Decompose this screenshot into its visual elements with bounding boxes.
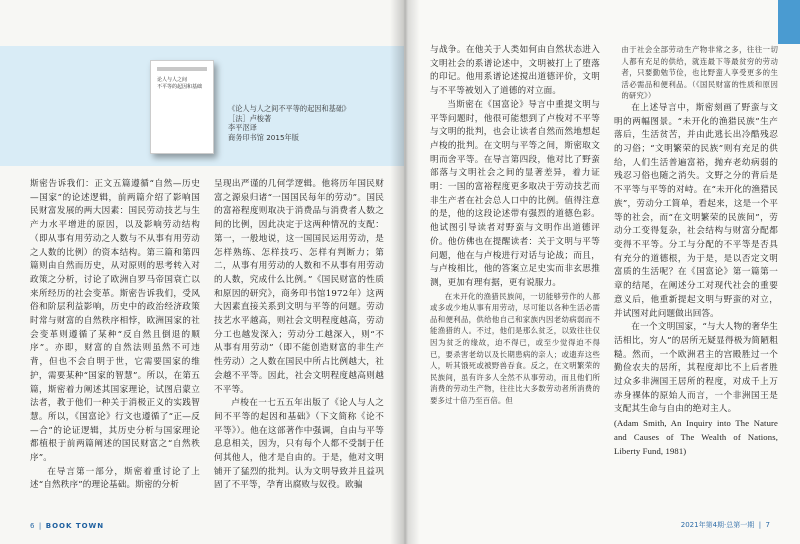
left-col1-paragraph: 斯密告诉我们：正文五篇遵循“自然—历史—国家”的论述逻辑，前两篇介绍了影响国民财富发展的两大因素：国民劳动技艺与生产力水平增进的原因，以及影响劳动结构（即从事有用劳动之人数与不从事有用劳动之人数的比例）的资本结构。第三篇和第四篇则由自然而历史，从对原则的思考转入对政策之分析，讨论了欧洲自罗马帝国衰亡以来所经历的社会变革。斯密告诉我们，受风俗和阶层利益影响，历史中的政治经济政策时常与财富的自然秩序相悖，欧洲国家的社会变革则遵循了某种“反自然且倒退的顺序”。亦即，财富的自然法则虽然不可违背，但也不会自明于世，它需要国家的维护，需要某种“国家的智慧”。所以，在第五篇，斯密着力阐述其国家理论，试图启蒙立法者，教于他们一种关于消极正义的实践智慧。所以，《国富论》行文也遵循了“正—反—合”的论证逻辑，其历史分析与国家理论都植根于前两篇阐述的国民财富之“自然秩序”。 (30, 179, 200, 464)
book-author: ［法］卢梭著 (228, 113, 272, 123)
book-cover-title-1: 论人与人之间 (157, 77, 188, 83)
book-title: 《论人与人之间不平等的起因和基础》 (228, 104, 351, 113)
right-col2-quote (614, 44, 778, 102)
book-translator: 李平沤译 (228, 123, 257, 132)
left-col2-paragraph: 呈现出严谨的几何学逻辑。他将历年国民财富之源泉归诸“一国国民每年的劳动”。国民的富裕程度则取决于消费品与消费者人数之间的比例，因此决定于这两种情况的支配：第一，一般地说，这一国国民运用劳动，是怎样熟练、怎样技巧、怎样有判断力；第二，从事有用劳动的人数和不从事有用劳动的人数，究成什么比例。”《国民财富的性质和原因的研究》，商务印书馆1972年）这两大因素直接关系到文明与平等的问题。劳动技艺水平越高，则社会文明程度越高，劳动分工也越发深入；劳动分工越深入，则“不从事有用劳动”（即不能创造财富的非生产性劳动）之人数在国民中所占比例越大，社会越不平等。因此，社会文明程度越高则越不平等。 (214, 179, 384, 395)
left-column-2 (214, 178, 384, 493)
right-col1-paragraph-1: 与战争。在他关于人类如何由自然状态进入文明社会的系谱论述中，文明被打上了堕落的印记。他用系谱论述搅出道德评价，文明与不平等被划入了道德的对立面。 (430, 45, 600, 97)
right-column-2 (614, 44, 778, 458)
citation: (Adam Smith, An Inquiry into The Nature and Causes of The Wealth of Nations, Liberty Fund, 1981) (614, 418, 778, 456)
right-column-1 (430, 44, 600, 407)
book-cover-title-2: 不平等的起因和基础 (157, 84, 203, 90)
right-col1-quote (430, 291, 600, 407)
book-publisher: 商务印书馆 2015年版 (228, 132, 299, 142)
right-footer: 2021年第4期·总第一期 | 7 (680, 521, 770, 529)
left-column-1 (30, 178, 200, 493)
right-col2-paragraph: 在上述导言中，斯密刻画了野蛮与文明的两幅图景。“未开化的渔猎民族”生产落后，生活贫苦，并由此逃长出冷酷残忍的习俗；“文明繁荣的民族”则有充足的供给，人们生活普遍富裕，抛弃老幼病弱的残忍习俗也随之消失。文野之分的背后是不平等与平等的对峙。在“未开化的渔猎民族”，劳动分工简单，看起来，这是一个平等的社会，而“在文明繁荣的民族间”，劳动分工变得复杂，社会结构与财富分配都变得不平等。分工与分配的不平等是否具有充分的道德根，为于是，是以否定文明富质的生活呢？在《国富论》第一篇第一章的结尾，在阐述分工对现代社会的重要意义后，他重新提起文明与野蛮的对立，并试图对此问题做出回答。 (614, 102, 778, 319)
corner-tab (778, 0, 800, 44)
right-col1-quote-text: 在未开化的渔猎民族间，一切能够劳作的人都或多或少地从事有用劳动，尽可能以各种生活必需品和便利品，供给他自己和家族内因老幼病弱而不能渔猎的人。不过，他们是那么贫乏，以致往往仅因为贫乏的缘故，迫不得已，或至少觉得迫不得已，要杀害老幼以及长期患病的亲人；或遗弃这些人，听其饿死或被野兽吞食。反之，在文明繁荣的民族间，虽有许多人全然不从事劳动，而且他们所消费的劳动生产物，往往比大多数劳动者所消费的要多过十倍乃至百倍。但 (430, 291, 600, 405)
right-page-number: 7 (765, 521, 770, 529)
left-footer: 6 | BOOK TOWN (30, 522, 105, 530)
left-col2-paragraph-2: 卢梭在一七五五年出版了《论人与人之间不平等的起因和基础》（下文简称《论不平等》）。他在这部著作中强调，自由与平等息息相关，因为，只有每个人都不受制于任何其他人，他才是自由的。于是，他对文明铺开了猛烈的批判。认为文明导致并且益巩固了不平等，孕育出腐败与奴役。欧骗 (214, 398, 384, 491)
book-cover-strip (157, 67, 207, 71)
magazine-brand: BOOK TOWN (45, 522, 105, 530)
right-col2-quote-text: 由于社会全部劳动生产物非常之多，往往一切人都有充足的供给，就连最下等最贫穷的劳动者，只要勤勉节俭，也比野蛮人享受更多的生活必需品和便利品。（《国民财富的性质和原因的研究》） (621, 45, 778, 101)
right-col2-quote-2: 在一个文明国家，“与大人物的奢华生活相比，穷人”的居所无疑显得极为简陋粗糙。然而，一个欧洲君主的宫殿胜过一个勤俭农夫的居所，其程度却比不上后者胜过众多非洲国王居所的程度，对成千上万赤身裸体的原始人而言，一个非洲国王是支配其生命与自由的绝对主人。 (614, 322, 778, 415)
right-page (404, 0, 800, 544)
left-page-number: 6 (30, 522, 35, 530)
left-col1-paragraph-2: 在导言第一部分，斯密着重讨论了上述“自然秩序”的理论基础。斯密的分析 (30, 466, 200, 491)
book-cover (150, 60, 214, 154)
issue-label: 2021年第4期·总第一期 (680, 521, 755, 529)
right-col1-paragraph-2: 当斯密在《国富论》导言中重提文明与平等问题时，他很可能想到了卢梭对不平等与文明的批判，也会让读者自然而然地想起卢梭的批判。在文明与平等之间，斯密取文明而舍平等。在导言第四段，他对比了野蛮部落与文明社会之间的显著差异，着力证明：一国的富裕程度更多取决于劳动技艺而非生产者在社会总人口中的比例。值得注意的是，他的这段论述带有强烈的道德色彩。他试图引导读者对野蛮与文明作出道德评价。他仿佛也在提醒读者：关于文明与平等问题，他在与卢梭进行对话与论战；而且，与卢梭相比，他的答案立足史实而非玄思推测，更加有理有据，更有说服力。 (430, 99, 600, 288)
book-info (228, 104, 350, 142)
